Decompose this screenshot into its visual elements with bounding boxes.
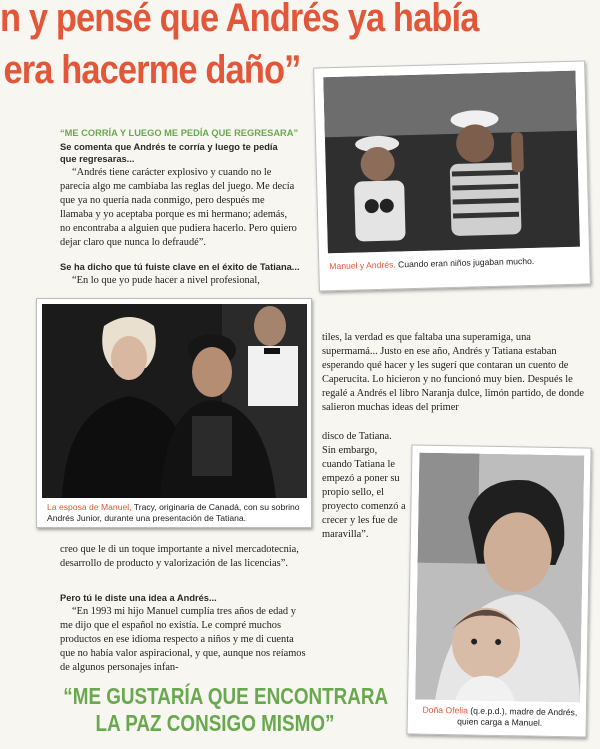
photo-frame-ofelia bbox=[406, 444, 591, 737]
body-paragraph: disco de Tatiana. Sin embargo, cuando Tatiana le empezó a poner su propio sello, el proyecto comenzó a crecer y les fue de maravilla”. bbox=[322, 431, 406, 540]
article-body-continued bbox=[322, 331, 584, 415]
interview-answer bbox=[60, 166, 300, 250]
interview-answer bbox=[60, 274, 300, 288]
photo-frame-kids bbox=[313, 60, 591, 291]
interview-question: Se ha dicho que tú fuiste clave en el éxito de Tatiana... bbox=[60, 262, 300, 272]
pull-quote bbox=[63, 683, 389, 737]
photo-caption bbox=[47, 502, 309, 524]
interview-question: Pero tú le diste una idea a Andrés... bbox=[60, 593, 217, 603]
photo-frame-tracy bbox=[36, 298, 312, 528]
answer-paragraph: “En lo que yo pude hacer a nivel profesional, bbox=[72, 275, 260, 286]
caption-text: Cuando eran niños jugaban mucho. bbox=[395, 255, 535, 270]
caption-text: Tracy, originaria de Canadá, con su sobrino Andrés Junior, durante una presentación de Tatiana. bbox=[47, 502, 300, 523]
interview-answer bbox=[60, 605, 310, 675]
headline-line-2: era hacerme daño” bbox=[3, 48, 301, 92]
body-paragraph: tiles, la verdad es que faltaba una superamiga, una supermamá... Justo en ese año, Andrés y Tatiana estaban esperando qué hacer y les sugerí que contaran un cuento de Caperucita. Lo hicieron y no funcionó muy bien. Después le regalé a Andrés el libro Naranja dulce, limón partido, de donde salieron muchas ideas del primer bbox=[322, 332, 584, 413]
photo-caption bbox=[416, 705, 584, 730]
pull-quote-line-1: “ME GUSTARÍA QUE ENCONTRARA bbox=[63, 683, 389, 709]
photo-caption bbox=[329, 255, 584, 273]
pull-quote-line-2: LA PAZ CONSIGO MISMO” bbox=[95, 710, 335, 736]
interview-answer bbox=[60, 543, 302, 571]
ofelia-photo bbox=[415, 453, 584, 703]
caption-subject: Doña Ofelia bbox=[422, 704, 468, 716]
headline-line-1: n y pensé que Andrés ya había bbox=[0, 0, 479, 40]
tracy-photo bbox=[42, 304, 307, 498]
kids-photo bbox=[323, 71, 580, 254]
caption-subject: La esposa de Manuel, bbox=[47, 502, 132, 512]
tracy-photo-image bbox=[42, 304, 307, 498]
section-title: “ME CORRÍA Y LUEGO ME PEDÍA QUE REGRESARA” bbox=[60, 128, 299, 138]
answer-paragraph: “Andrés tiene carácter explosivo y cuando no le parecía algo me cambiaba las reglas del juego. Me decía que ya no quería nada conmigo, pero después me llamaba y yo aceptaba porque es mi hermano; además, no encontraba a alguien que pudiera hacerlo. Pero quiero dejar claro que nunca lo defraudé”. bbox=[60, 167, 297, 248]
answer-paragraph: “En 1993 mi hijo Manuel cumplía tres años de edad y me dijo que el español no existía. Le compré muchos productos en ese idioma respecto a niños y me di cuenta que no había valor aspiracional, y que, aunque nos reíamos de algunos personajes infan- bbox=[60, 606, 306, 673]
article-body-continued bbox=[322, 430, 406, 542]
ofelia-photo-image bbox=[415, 453, 584, 703]
caption-subject: Manuel y Andrés. bbox=[329, 259, 396, 272]
answer-paragraph: creo que le di un toque importante a nivel mercadotecnia, desarrollo de producto y valorización de las licencias”. bbox=[60, 544, 299, 569]
interview-question: Se comenta que Andrés te corría y luego te pedía que regresaras... bbox=[60, 142, 278, 164]
caption-text: (q.e.p.d.), madre de Andrés, quien carga a Manuel. bbox=[457, 705, 578, 728]
kids-photo-image bbox=[323, 71, 580, 254]
